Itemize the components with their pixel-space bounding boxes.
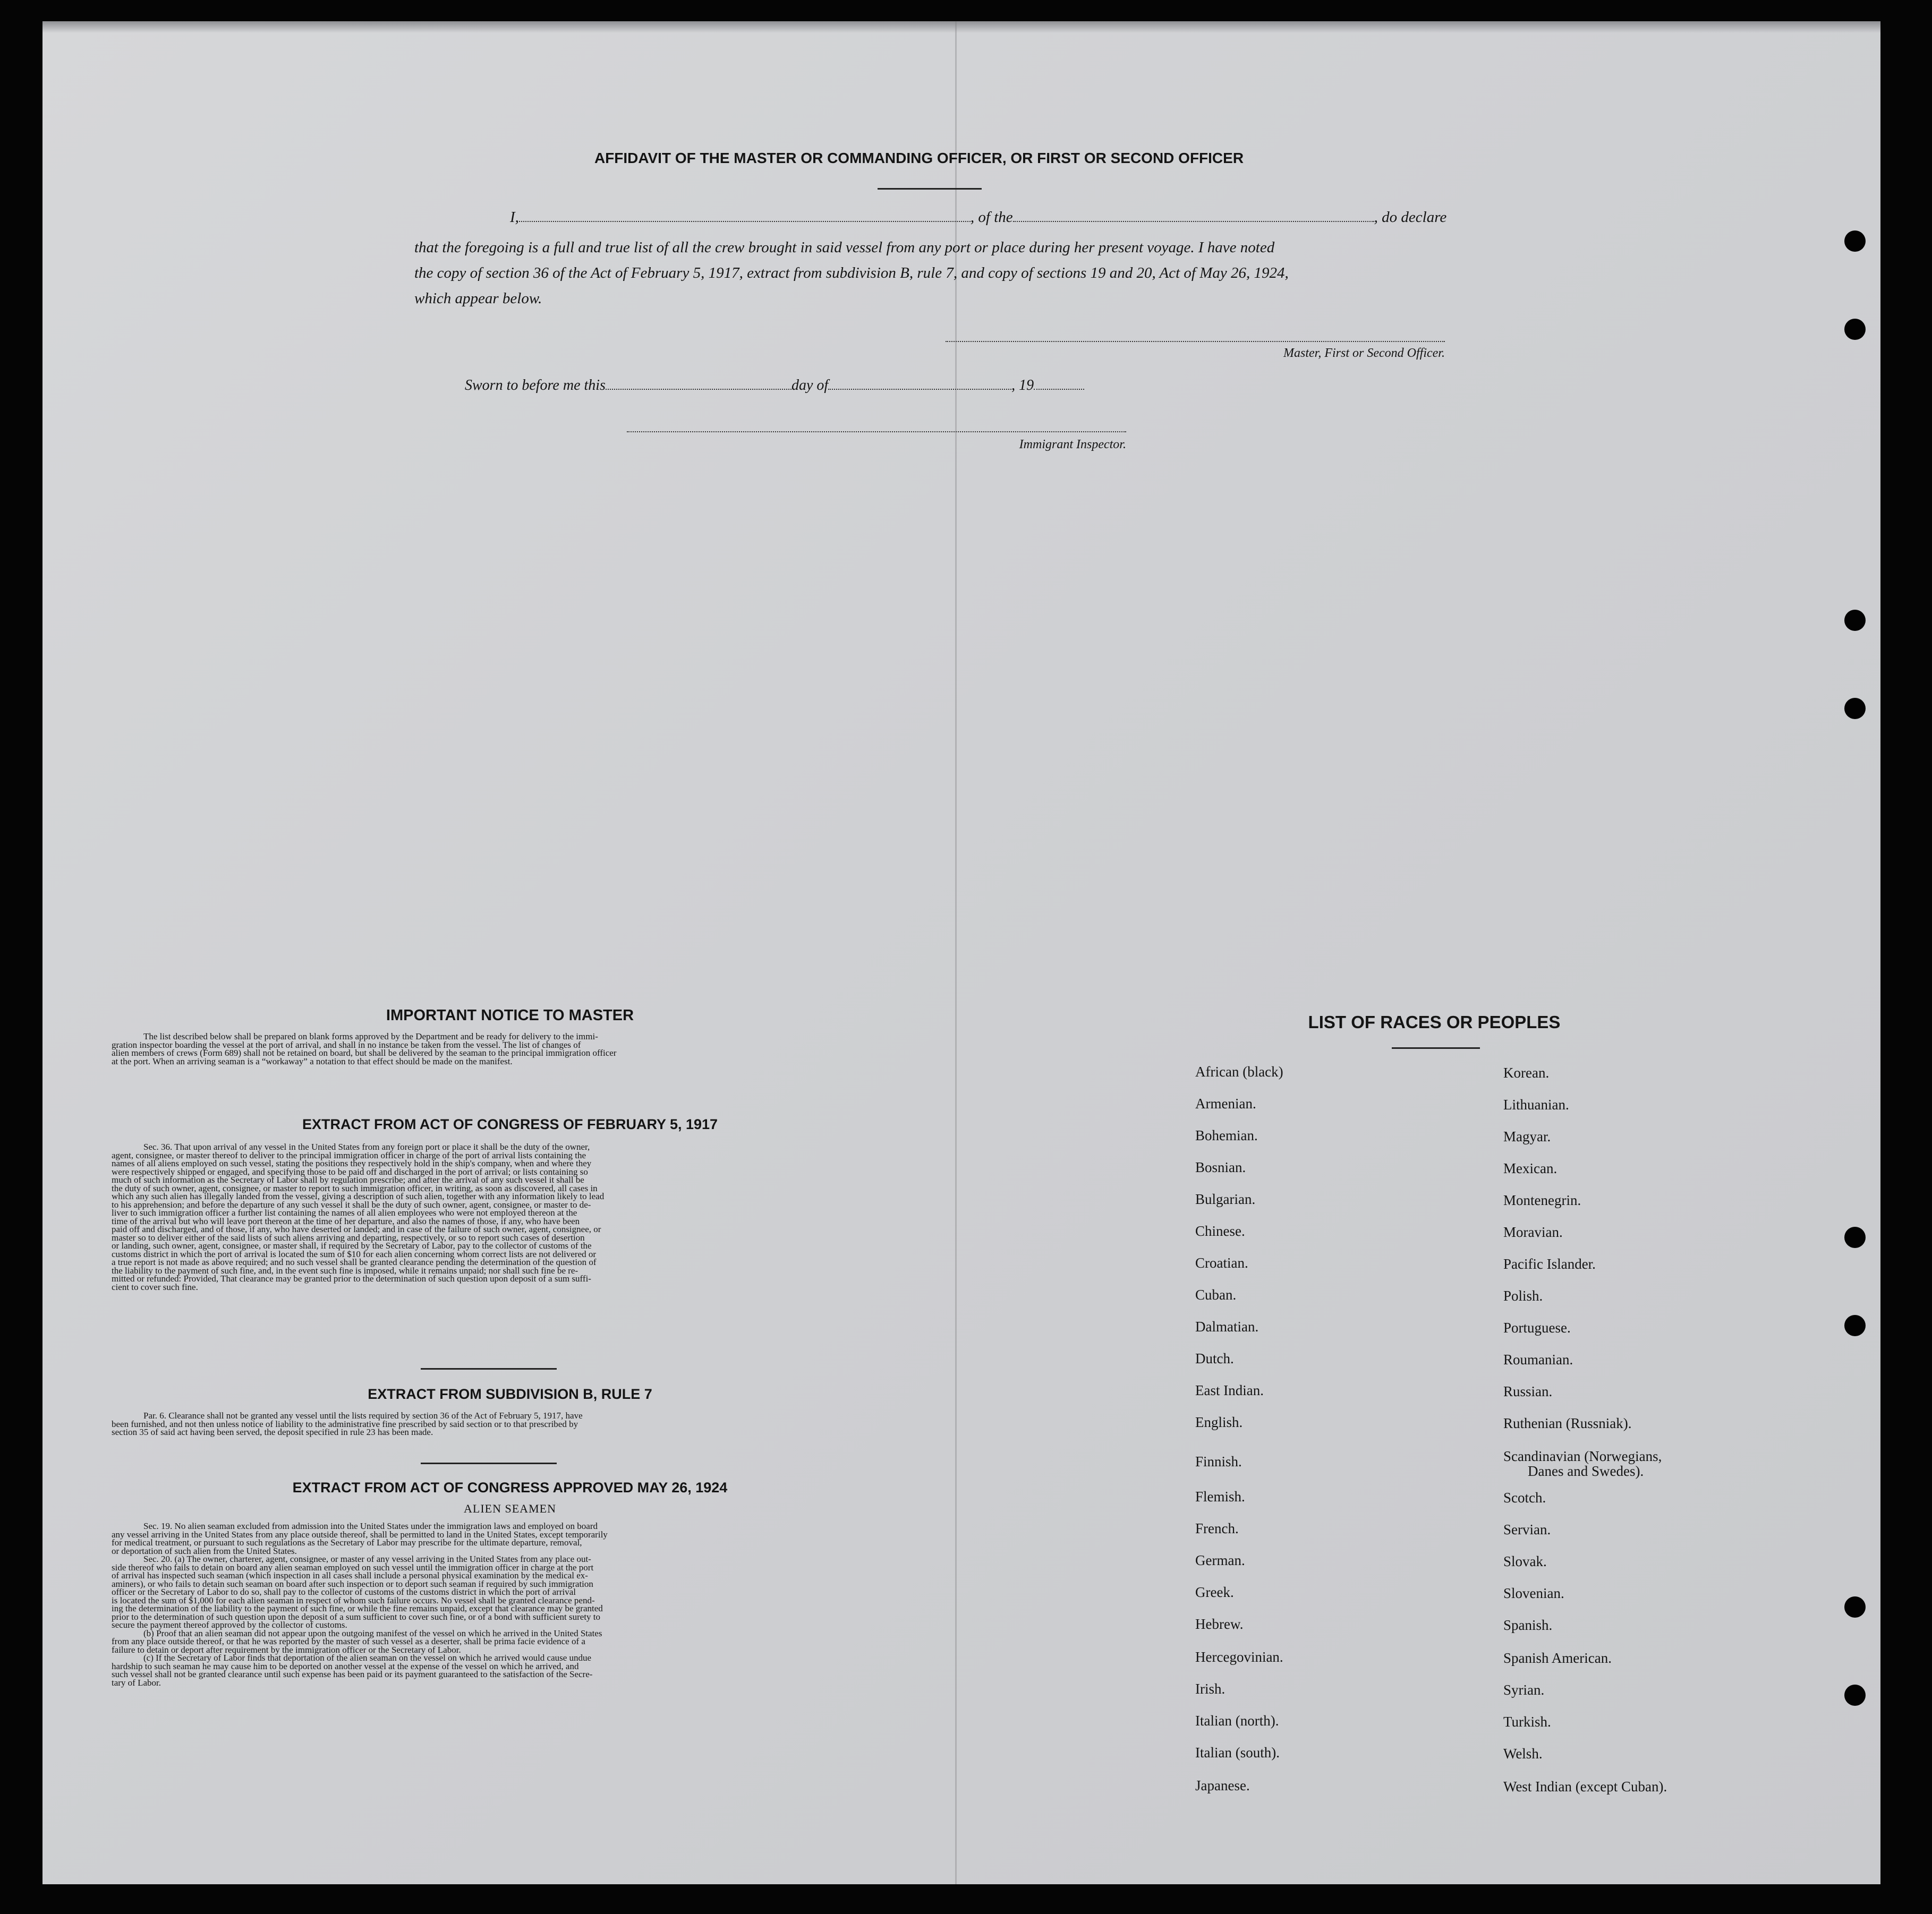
race-item: Slovak. xyxy=(1503,1553,1547,1569)
punch-hole-icon xyxy=(1844,319,1866,340)
extract-1917-line: much of such information as the Secretary of Labor shall by regulation prescribe; and after the arrival of any such vessel it shall be xyxy=(112,1175,584,1185)
race-item: Danes and Swedes). xyxy=(1528,1463,1644,1479)
extract-1924-line: aminers), or who fails to detain such seaman on board after such inspection or to deport such seaman if required by such immigration xyxy=(112,1578,593,1589)
race-item: Armenian. xyxy=(1195,1096,1256,1112)
declarant-name-field[interactable] xyxy=(519,208,971,222)
race-item: Greek. xyxy=(1195,1584,1234,1600)
race-item: Portuguese. xyxy=(1503,1320,1571,1336)
vessel-label: , of the xyxy=(970,209,1013,226)
race-item: Bulgarian. xyxy=(1195,1191,1256,1207)
race-item: Italian (south). xyxy=(1195,1745,1280,1761)
race-item: Slovenian. xyxy=(1503,1585,1564,1601)
extract-1924-line: is located the sum of $1,000 for each alien seaman in respect of whom such failure occurs. No vessel shall be granted clearance pend- xyxy=(112,1595,595,1605)
affidavit-declare-line xyxy=(414,208,1471,226)
extract-1917-line: to his apprehension; and before the departure of any such vessel it shall be the duty of such owner, agent, consignee, or master to de- xyxy=(112,1199,591,1210)
race-item: Korean. xyxy=(1503,1065,1550,1081)
subdivision-title: EXTRACT FROM SUBDIVISION B, RULE 7 xyxy=(368,1386,652,1402)
race-item: West Indian (except Cuban). xyxy=(1503,1779,1667,1795)
race-item: Welsh. xyxy=(1503,1746,1543,1762)
extract-1924-line: officer or the Secretary of Labor to do so, shall pay to the collector of customs of the customs district in which the port of arrival xyxy=(112,1587,576,1597)
sworn-label: Sworn to before me this xyxy=(465,377,606,394)
extract-1924-line: prior to the determination of such question upon the deposit of a sum sufficient to cover such fine, or of a bond with sufficient surety to xyxy=(112,1611,601,1622)
extract-1924-line: such vessel shall not be granted clearance until such expense has been paid or its payment guaranteed to the satisfaction of the Secre- xyxy=(112,1669,593,1679)
extract-1924-line: side thereof who fails to detain on board any alien seaman employed on such vessel until the immigration officer in charge at the port xyxy=(112,1562,594,1573)
notice-line: alien members of crews (Form 689) shall not be retained on board, but shall be delivered by the seaman to the principal immigration officer xyxy=(112,1048,617,1058)
declare-label: , do declare xyxy=(1374,209,1447,226)
race-item: Russian. xyxy=(1503,1383,1553,1399)
affidavit-body-line: that the foregoing is a full and true list of all the crew brought in said vessel from any port or place during her present voyage. I have noted xyxy=(414,239,1275,256)
affidavit-body-line: which appear below. xyxy=(414,290,542,307)
extract-1924-line: (c) If the Secretary of Labor finds that deportation of the alien seaman on the vessel on which he arrived would cause undue xyxy=(143,1653,592,1663)
sworn-month-field[interactable] xyxy=(828,376,1011,390)
race-item: German. xyxy=(1195,1552,1245,1568)
extract-1917-line: a true report is not made as above required; and no such vessel shall be granted clearance pending the determination of the question of xyxy=(112,1257,597,1267)
day-of-label: day of xyxy=(791,377,829,394)
extract-1924-line: Sec. 19. No alien seaman excluded from admission into the United States under the immigration laws and employed on board xyxy=(143,1521,598,1531)
race-item: Scotch. xyxy=(1503,1490,1546,1506)
extract-1924-subtitle: ALIEN SEAMEN xyxy=(464,1502,556,1515)
notice-line: gration inspector boarding the vessel at the port of arrival, and shall in no instance be taken from the vessel. The list of changes of xyxy=(112,1039,581,1050)
affidavit-body xyxy=(414,235,1487,311)
extract-1917-line: which any such alien has illegally landed from the vessel, giving a description of such alien, together with any information likely to lead xyxy=(112,1191,605,1201)
section-divider xyxy=(421,1368,557,1370)
sworn-line xyxy=(465,376,1155,394)
races-title: LIST OF RACES OR PEOPLES xyxy=(1308,1012,1561,1032)
races-title-rule xyxy=(1392,1047,1480,1049)
extract-1917-line: liver to such immigration officer a further list containing the names of all alien employees who were not employed thereon at the xyxy=(112,1208,577,1218)
race-item: Bosnian. xyxy=(1195,1159,1246,1175)
race-item: Dalmatian. xyxy=(1195,1319,1259,1335)
extract-1917-line: were respectively shipped or engaged, and specifying those to be paid off and discharged in the port of arrival; or lists containing so xyxy=(112,1166,588,1177)
section-divider xyxy=(421,1463,557,1464)
top-edge-shadow xyxy=(42,21,1880,33)
form-sheet xyxy=(42,21,1880,1884)
punch-hole-icon xyxy=(1844,1227,1866,1248)
punch-hole-icon xyxy=(1844,230,1866,252)
master-signature-field[interactable] xyxy=(946,340,1445,342)
extract-1917-line: names of all aliens employed on such vessel, stating the positions they respectively hold in the ship's company, when and where they xyxy=(112,1158,592,1168)
race-item: Scandinavian (Norwegians, xyxy=(1503,1448,1662,1464)
extract-1917-line: Sec. 36. That upon arrival of any vessel in the United States from any foreign port or place it shall be the duty of the owner, xyxy=(143,1142,590,1152)
subdivision-line: Par. 6. Clearance shall not be granted any vessel until the lists required by section 36 of the Act of February 5, 1917, have xyxy=(143,1411,583,1421)
race-item: Cuban. xyxy=(1195,1287,1237,1303)
race-item: Hercegovinian. xyxy=(1195,1649,1283,1665)
race-item: Magyar. xyxy=(1503,1129,1551,1144)
notice-line: The list described below shall be prepared on blank forms approved by the Department and be ready for delivery to the immi- xyxy=(143,1031,598,1041)
race-item: French. xyxy=(1195,1520,1239,1536)
race-item: Ruthenian (Russniak). xyxy=(1503,1415,1632,1431)
affidavit-title: AFFIDAVIT OF THE MASTER OR COMMANDING OFFICER, OR FIRST OR SECOND OFFICER xyxy=(594,150,1244,166)
extract-1924-line: ing the determination of the liability to the payment of such fine, or while the fine remains unpaid, except that clearance may be granted xyxy=(112,1603,603,1613)
punch-hole-icon xyxy=(1844,1315,1866,1336)
race-item: Montenegrin. xyxy=(1503,1192,1581,1208)
extract-1924-text xyxy=(112,1522,910,1687)
subdivision-line: section 35 of said act having been served, the deposit specified in rule 23 has been made. xyxy=(112,1427,433,1437)
punch-hole-icon xyxy=(1844,1596,1866,1618)
extract-1917-text xyxy=(112,1143,910,1291)
notice-text xyxy=(112,1032,910,1065)
inspector-label: Immigrant Inspector. xyxy=(1019,438,1126,451)
race-item: Finnish. xyxy=(1195,1454,1242,1469)
extract-1917-line: mitted or refunded: Provided, That clearance may be granted prior to the determination of such question upon deposit of a sum suffi- xyxy=(112,1274,591,1284)
extract-1917-title: EXTRACT FROM ACT OF CONGRESS OF FEBRUARY 5, 1917 xyxy=(302,1116,718,1132)
race-item: Flemish. xyxy=(1195,1489,1245,1505)
extract-1924-line: (b) Proof that an alien seaman did not appear upon the outgoing manifest of the vessel on which he arrived in the United States xyxy=(143,1628,602,1638)
punch-hole-icon xyxy=(1844,610,1866,631)
race-item: Polish. xyxy=(1503,1288,1543,1304)
race-item: Spanish American. xyxy=(1503,1650,1612,1666)
extract-1917-line: or landing, such owner, agent, consignee, or master shall, if required by the Secretary of Labor, pay to the collector of customs of the xyxy=(112,1241,592,1251)
notice-title: IMPORTANT NOTICE TO MASTER xyxy=(386,1007,634,1024)
extract-1924-line: any vessel arriving in the United States from any place outside thereof, shall be permitted to land in the United States, except temporarily xyxy=(112,1529,608,1540)
race-item: Mexican. xyxy=(1503,1160,1557,1176)
subdivision-line: been furnished, and not then unless notice of liability to the administrative fine prescribed by said section or to that prescribed by xyxy=(112,1419,578,1429)
year-label: , 19 xyxy=(1011,377,1034,394)
race-item: Moravian. xyxy=(1503,1224,1563,1240)
extract-1917-line: the duty of such owner, agent, consignee, or master to report to such immigration officer, in writing, as soon as discovered, all cases in xyxy=(112,1183,598,1193)
extract-1917-line: the liability to the payment of such fine, and, in the event such fine is imposed, while it remains unpaid; nor shall such fine be re- xyxy=(112,1265,578,1276)
race-item: Servian. xyxy=(1503,1522,1551,1537)
extract-1917-line: customs district in which the port of arrival is located the sum of $10 for each alien concerning whom correct lists are not delivered or xyxy=(112,1249,597,1259)
race-item: Japanese. xyxy=(1195,1778,1250,1793)
race-item: Pacific Islander. xyxy=(1503,1256,1596,1272)
affidavit-title-rule xyxy=(878,188,982,190)
race-item: Lithuanian. xyxy=(1503,1097,1569,1113)
race-item: Turkish. xyxy=(1503,1714,1551,1730)
sworn-year-field[interactable] xyxy=(1034,376,1084,390)
affidavit-body-line: the copy of section 36 of the Act of February 5, 1917, extract from subdivision B, rule 7, and copy of sections 19 and 20, Act of May 26, 1924, xyxy=(414,264,1289,281)
race-item: Italian (north). xyxy=(1195,1713,1279,1729)
extract-1924-line: Sec. 20. (a) The owner, charterer, agent, consignee, or master of any vessel arriving in the United States from any place out- xyxy=(143,1554,591,1564)
extract-1924-line: of arrival has inspected such seaman (which inspection in all cases shall include a personal physical examination by the medical ex- xyxy=(112,1570,588,1580)
punch-hole-icon xyxy=(1844,698,1866,719)
extract-1924-line: tary of Labor. xyxy=(112,1677,161,1688)
inspector-signature-field[interactable] xyxy=(627,430,1126,432)
extract-1917-line: cient to cover such fine. xyxy=(112,1281,198,1292)
notice-line: at the port. When an arriving seaman is a “workaway” a notation to that effect should be made on the manifest. xyxy=(112,1056,513,1066)
subdivision-text xyxy=(112,1412,910,1437)
race-item: Croatian. xyxy=(1195,1255,1248,1271)
extract-1924-line: for medical treatment, or pursuant to such regulations as the Secretary of Labor may prescribe for the ultimate departure, removal, xyxy=(112,1537,582,1548)
extract-1917-line: agent, consignee, or master thereof to deliver to the principal immigration officer in charge of the port of arrival lists containing the xyxy=(112,1150,586,1160)
race-item: East Indian. xyxy=(1195,1382,1264,1398)
race-item: Spanish. xyxy=(1503,1617,1553,1633)
extract-1924-line: or deportation of such alien from the United States. xyxy=(112,1545,297,1556)
race-item: Dutch. xyxy=(1195,1351,1234,1366)
extract-1924-line: hardship to such seaman he may cause him to be deported on another vessel at the expense of the vessel on which he arrived, and xyxy=(112,1661,579,1671)
race-item: Syrian. xyxy=(1503,1682,1545,1698)
extract-1924-line: from any place outside thereof, or that he was reported by the master of such vessel as a deserter, shall be prima facie evidence of a xyxy=(112,1636,585,1646)
punch-hole-icon xyxy=(1844,1685,1866,1706)
race-item: African (black) xyxy=(1195,1064,1283,1080)
declarant-label: I, xyxy=(510,209,519,226)
race-item: Chinese. xyxy=(1195,1223,1245,1239)
race-item: English. xyxy=(1195,1414,1243,1430)
race-item: Hebrew. xyxy=(1195,1616,1244,1632)
extract-1917-line: master so to deliver either of the said lists of such aliens arriving and departing, respectively, or so to report such cases of desertion xyxy=(112,1232,585,1243)
extract-1924-title: EXTRACT FROM ACT OF CONGRESS APPROVED MAY 26, 1924 xyxy=(292,1480,728,1496)
master-signature-label: Master, First or Second Officer. xyxy=(1283,346,1445,360)
extract-1924-line: failure to detain or deport after requirement by the immigration officer or the Secretary of Labor. xyxy=(112,1644,461,1655)
extract-1924-line: secure the payment thereof approved by the collector of customs. xyxy=(112,1620,347,1630)
race-item: Roumanian. xyxy=(1503,1352,1573,1368)
extract-1917-line: paid off and discharged, and of those, if any, who have deserted or landed; and in case of the failure of such owner, agent, consignee, or xyxy=(112,1224,601,1234)
sworn-date-field[interactable] xyxy=(606,376,791,390)
vessel-name-field[interactable] xyxy=(1013,208,1374,222)
race-item: Bohemian. xyxy=(1195,1127,1258,1143)
race-item: Irish. xyxy=(1195,1681,1225,1697)
extract-1917-line: time of the arrival but who will leave port thereon at the time of her departure, and also the names of those, if any, who have been xyxy=(112,1216,580,1226)
